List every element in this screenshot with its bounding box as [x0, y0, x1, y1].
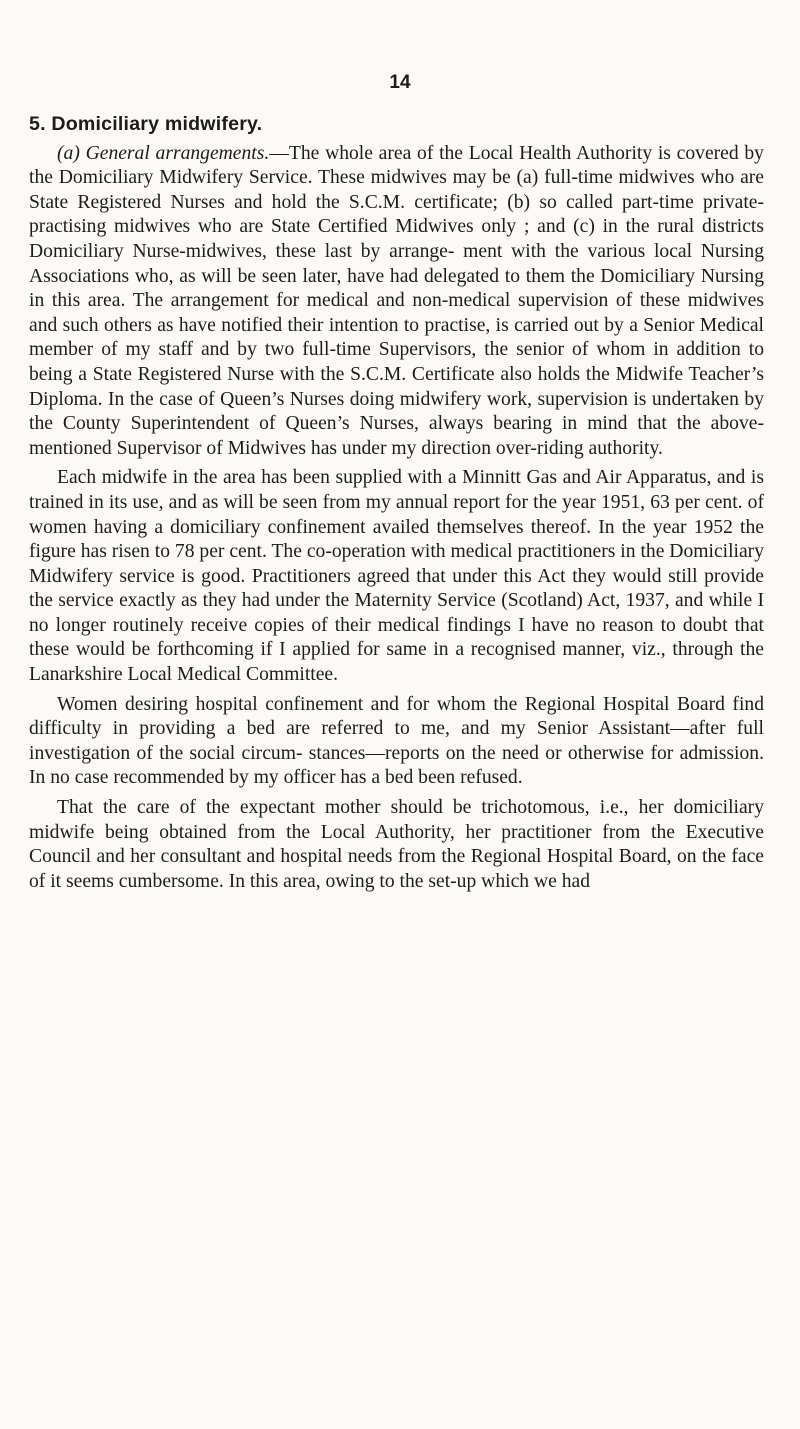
paragraph-general-arrangements	[29, 142, 764, 462]
paragraph-text: —The whole area of the Local Health Authority is covered by the Domiciliary Midwifery Service. These midwives may be (a) full-time midwives who are State Registered Nurses and hold the S.C.M. certificate; (b) so called part-time private-practising midwives who are State Certified Midwives only ; and (c) in the rural districts Domiciliary Nurse-midwives, these last by arrange- ment with the various local Nursing Associations who, as will be seen later, have had delegated to them the Domiciliary Nursing in this area. The arrangement for medical and non-medical supervision of these midwives and such others as have notified their intention to practise, is carried out by a Senior Medical member of my staff and by two full-time Supervisors, the senior of whom in addition to being a State Registered Nurse with the S.C.M. Certificate also holds the Midwife Teacher’s Diploma. In the case of Queen’s Nurses doing midwifery work, supervision is undertaken by the County Superintendent of Queen’s Nurses, always bearing in mind that the above-mentioned Supervisor of Midwives has under my direction over-riding authority.	[29, 142, 764, 459]
subsection-label: (a)	[57, 142, 80, 164]
page-number: 14	[389, 72, 411, 93]
page-content	[29, 112, 764, 899]
paragraph-gas-and-air: Each midwife in the area has been supplied with a Minnitt Gas and Air Apparatus, and is trained in its use, and as will be seen from my annual report for the year 1951, 63 per cent. of women having a domiciliary confinement availed themselves thereof. In the year 1952 the figure has risen to 78 per cent. The co-operation with medical practitioners in the Domiciliary Midwifery service is good. Practitioners agreed that under this Act they would still provide the service exactly as they had under the Maternity Service (Scotland) Act, 1937, and while I no longer routinely receive copies of their medical findings I have no reason to doubt that these would be forthcoming if I applied for same in a recognised manner, viz., through the Lanarkshire Local Medical Committee.	[29, 467, 764, 686]
paragraph-care-trichotomous: That the care of the expectant mother should be trichotomous, i.e., her domiciliary midwife being obtained from the Local Authority, her practitioner from the Executive Council and her consultant and hospital needs from the Regional Hospital Board, on the face of it seems cumbersome. In this area, owing to the set-up which we had	[29, 797, 764, 892]
subsection-title: General arrangements.	[85, 142, 270, 164]
paragraph-hospital-confinement: Women desiring hospital confinement and for whom the Regional Hospital Board find difficulty in providing a bed are referred to me, and my Senior Assistant—after full investigation of the social circum- stances—reports on the need or otherwise for admission. In no case recommended by my officer has a bed been refused.	[29, 693, 764, 789]
section-heading: 5. Domiciliary midwifery.	[29, 113, 263, 135]
